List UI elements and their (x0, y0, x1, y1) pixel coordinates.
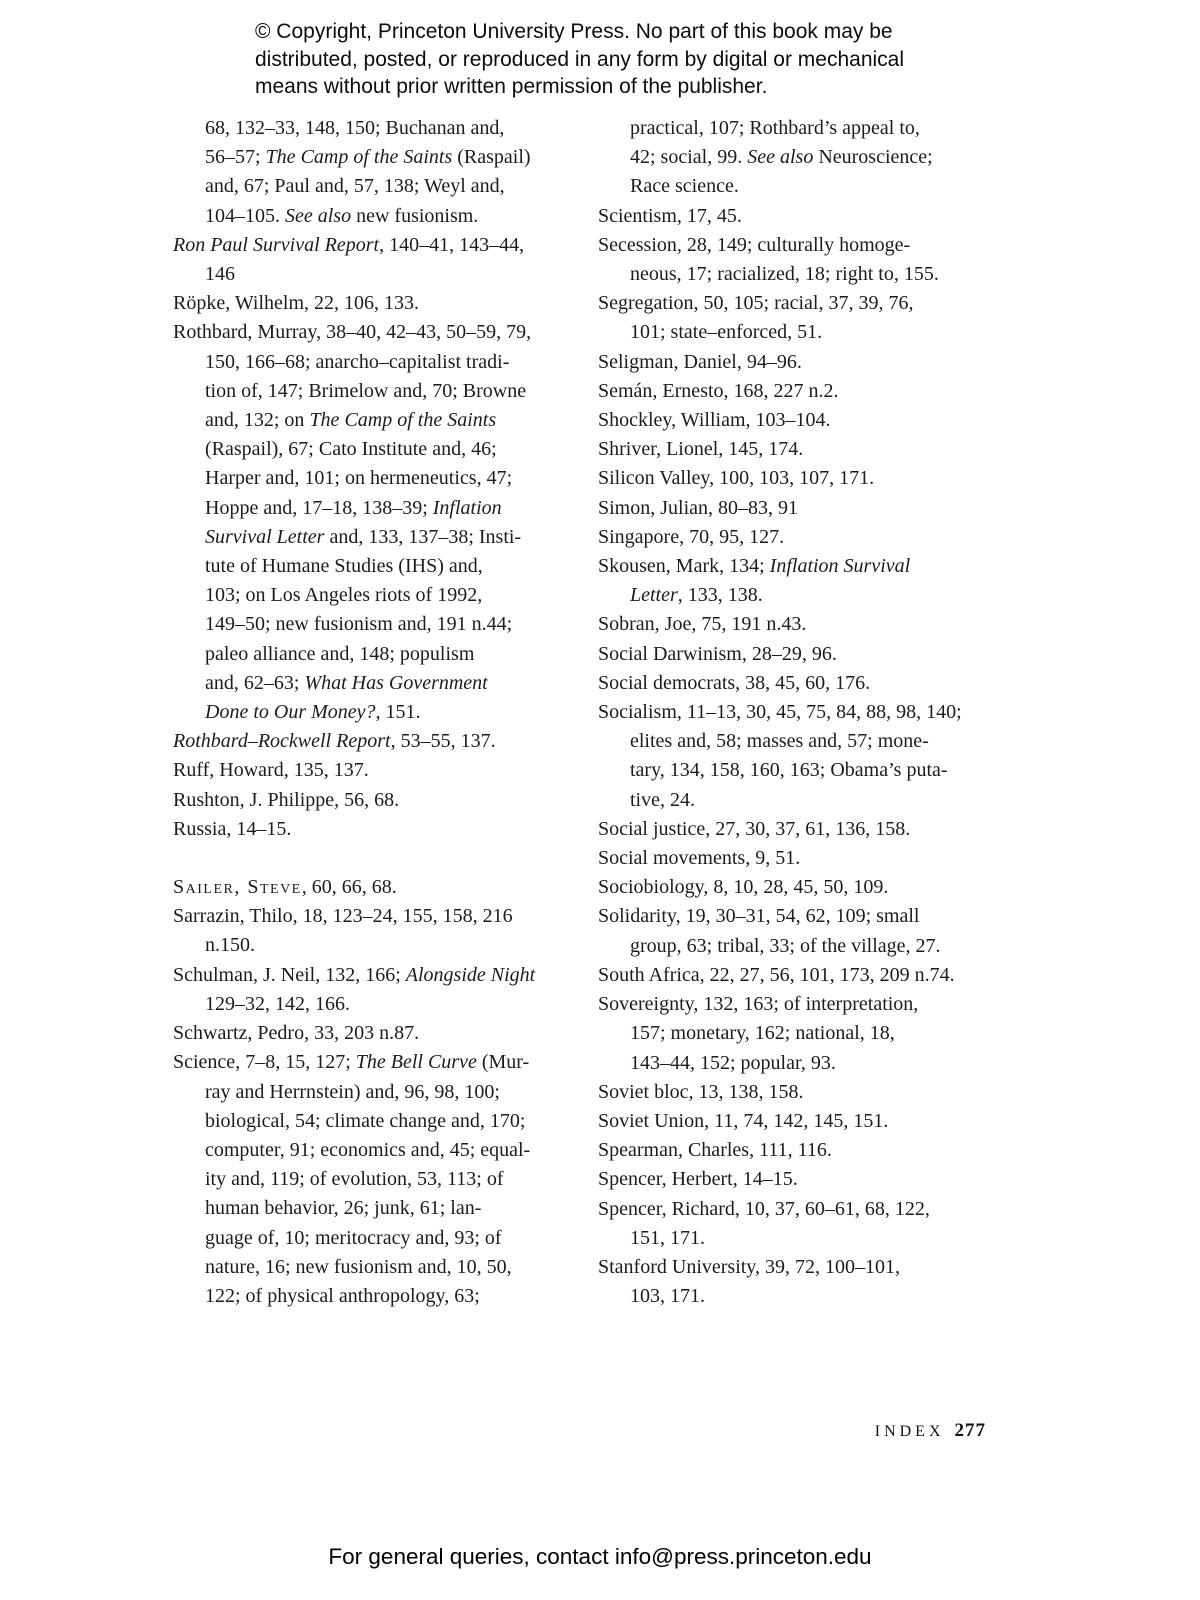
text-line: Spencer, Richard, 10, 37, 60–61, 68, 122, (598, 1197, 930, 1220)
text-line: ity and, 119; of evolution, 53, 113; of (205, 1168, 504, 1191)
text-line: Simon, Julian, 80–83, 91 (598, 496, 799, 519)
text-line: 129–32, 142, 166. (205, 992, 350, 1015)
text-line: Scientism, 17, 45. (598, 204, 742, 227)
text-line: 104–105. See also new fusionism. (205, 204, 479, 227)
text-line: Röpke, Wilhelm, 22, 106, 133. (173, 292, 420, 315)
text-line: practical, 107; Rothbard’s appeal to, (630, 117, 920, 139)
text-line: Ruff, Howard, 135, 137. (173, 759, 369, 782)
contact-notice: For general queries, contact info@press.princeton.edu (328, 1544, 872, 1569)
text-line: tive, 24. (630, 788, 695, 811)
text-line: computer, 91; economics and, 45; equal- (205, 1138, 531, 1161)
text-line: n.150. (205, 934, 255, 957)
index-column-right (598, 114, 1008, 1311)
text-line: Rothbard, Murray, 38–40, 42–43, 50–59, 79, (173, 321, 532, 344)
text-line: Letter, 133, 138. (630, 584, 763, 607)
text-line: Hoppe and, 17–18, 138–39; Inflation (205, 496, 502, 519)
text-line: Segregation, 50, 105; racial, 37, 39, 76, (598, 292, 914, 315)
text-line: Ron Paul Survival Report, 140–41, 143–44, (173, 233, 525, 256)
text-line: and, 62–63; What Has Government (205, 671, 488, 694)
text-line: neous, 17; racialized, 18; right to, 155. (630, 263, 939, 286)
text-line: tion of, 147; Brimelow and, 70; Browne (205, 379, 527, 402)
text-line: Schwartz, Pedro, 33, 203 n.87. (173, 1022, 420, 1045)
text-line: (Raspail), 67; Cato Institute and, 46; (205, 438, 497, 461)
text-line: Sociobiology, 8, 10, 28, 45, 50, 109. (598, 876, 889, 899)
text-line: biological, 54; climate change and, 170; (205, 1109, 526, 1132)
text-line: Schulman, J. Neil, 132, 166; Alongside Night (173, 963, 536, 986)
text-line: Done to Our Money?, 151. (205, 701, 421, 724)
text-line: guage of, 10; meritocracy and, 93; of (205, 1226, 502, 1249)
text-line: Secession, 28, 149; culturally homoge- (598, 233, 911, 256)
text-line: means without prior written permission of the publisher. (255, 75, 768, 98)
text-line: 157; monetary, 162; national, 18, (630, 1022, 895, 1045)
text-line: Shriver, Lionel, 145, 174. (598, 438, 804, 461)
text-line: 143–44, 152; popular, 93. (630, 1051, 836, 1074)
text-line: 56–57; The Camp of the Saints (Raspail) (205, 146, 531, 169)
text-line: 103, 171. (630, 1285, 705, 1308)
text-line: Soviet Union, 11, 74, 142, 145, 151. (598, 1109, 889, 1132)
text-line: Sailer, Steve, 60, 66, 68. (173, 876, 397, 899)
text-line: Spearman, Charles, 111, 116. (598, 1139, 832, 1162)
text-line: 151, 171. (630, 1226, 705, 1249)
text-line: and, 132; on The Camp of the Saints (205, 409, 497, 432)
text-line: Sarrazin, Thilo, 18, 123–24, 155, 158, 216 (173, 905, 513, 928)
text-line: nature, 16; new fusionism and, 10, 50, (205, 1255, 512, 1278)
text-line: Sobran, Joe, 75, 191 n.43. (598, 613, 807, 636)
text-line: 150, 166–68; anarcho–capitalist tradi- (205, 350, 510, 373)
text-line: 146 (205, 263, 235, 286)
text-line: ray and Herrnstein) and, 96, 98, 100; (205, 1080, 500, 1103)
text-line: 149–50; new fusionism and, 191 n.44; (205, 613, 513, 636)
text-line: Skousen, Mark, 134; Inflation Survival (598, 555, 911, 578)
text-line: Solidarity, 19, 30–31, 54, 62, 109; small (598, 905, 920, 928)
text-line: and, 67; Paul and, 57, 138; Weyl and, (205, 175, 505, 198)
text-line: 103; on Los Angeles riots of 1992, (205, 584, 483, 607)
text-line: Singapore, 70, 95, 127. (598, 525, 785, 548)
copyright-notice (255, 18, 904, 101)
text-line: human behavior, 26; junk, 61; lan- (205, 1197, 482, 1220)
text-line: Race science. (630, 175, 739, 198)
text-line: Socialism, 11–13, 30, 45, 75, 84, 88, 98, 140; (598, 701, 962, 724)
text-line: 101; state–enforced, 51. (630, 321, 823, 344)
text-line: Social democrats, 38, 45, 60, 176. (598, 671, 871, 694)
text-line: South Africa, 22, 27, 56, 101, 173, 209 n.74. (598, 963, 955, 986)
text-line: Social justice, 27, 30, 37, 61, 136, 158. (598, 817, 911, 840)
text-line: Silicon Valley, 100, 103, 107, 171. (598, 467, 875, 490)
text-line: 68, 132–33, 148, 150; Buchanan and, (205, 117, 505, 139)
text-line: Survival Letter and, 133, 137–38; Insti- (205, 525, 522, 548)
text-line: Social Darwinism, 28–29, 96. (598, 642, 837, 665)
text-line: Russia, 14–15. (173, 817, 292, 840)
page-footer (598, 1420, 986, 1442)
text-line: Shockley, William, 103–104. (598, 409, 831, 432)
index-column-left (173, 114, 583, 1311)
text-line: Spencer, Herbert, 14–15. (598, 1168, 798, 1191)
text-line: group, 63; tribal, 33; of the village, 27. (630, 934, 941, 957)
text-line: paleo alliance and, 148; populism (205, 642, 475, 665)
text-line: Soviet bloc, 13, 138, 158. (598, 1080, 804, 1103)
text-line: © Copyright, Princeton University Press. No part of this book may be (255, 20, 893, 43)
text-line: tary, 134, 158, 160, 163; Obama’s puta- (630, 759, 948, 782)
text-line: Science, 7–8, 15, 127; The Bell Curve (Mur- (173, 1051, 530, 1074)
text-line: 42; social, 99. See also Neuroscience; (630, 146, 933, 169)
text-line: Sovereignty, 132, 163; of interpretation, (598, 993, 919, 1016)
text-line: distributed, posted, or reproduced in any form by digital or mechanical (255, 47, 905, 71)
text-line: Stanford University, 39, 72, 100–101, (598, 1255, 901, 1278)
page-number: 277 (954, 1420, 986, 1441)
text-line: tute of Humane Studies (IHS) and, (205, 555, 483, 578)
text-line: Harper and, 101; on hermeneutics, 47; (205, 467, 513, 490)
text-line: Social movements, 9, 51. (598, 847, 801, 870)
text-line: elites and, 58; masses and, 57; mone- (630, 730, 929, 753)
text-line: Seligman, Daniel, 94–96. (598, 350, 802, 373)
section-label: INDEX (874, 1423, 945, 1440)
text-line: Semán, Ernesto, 168, 227 n.2. (598, 379, 839, 402)
text-line: Rushton, J. Philippe, 56, 68. (173, 788, 400, 811)
text-line: 122; of physical anthropology, 63; (205, 1284, 480, 1307)
text-line: Rothbard–Rockwell Report, 53–55, 137. (173, 730, 496, 753)
